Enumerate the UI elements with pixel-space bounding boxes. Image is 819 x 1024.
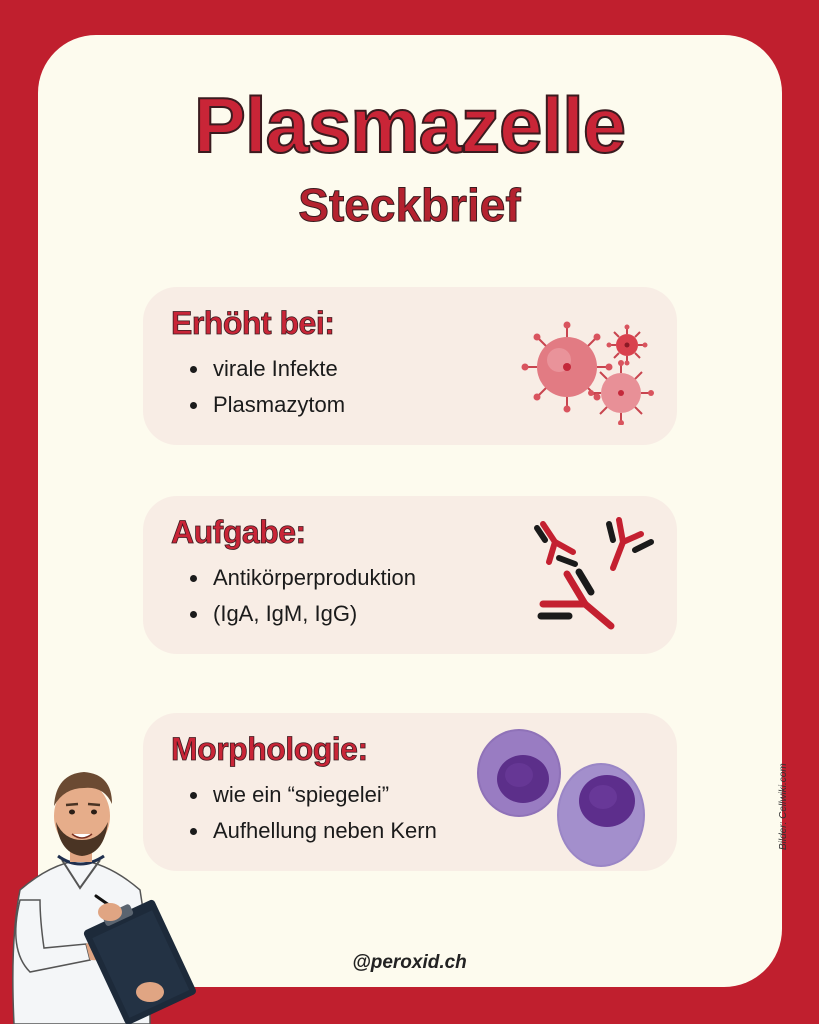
list-item: wie ein “spiegelei” bbox=[171, 777, 437, 813]
section-list bbox=[171, 777, 437, 849]
virus-icon bbox=[515, 305, 665, 425]
list-item: Antikörperproduktion bbox=[171, 560, 416, 596]
doctor-illustration bbox=[0, 760, 200, 1024]
image-credit: Bilder: Cellwiki.com bbox=[778, 763, 789, 850]
section-morphologie bbox=[143, 713, 677, 871]
section-aufgabe bbox=[143, 496, 677, 654]
list-item: (IgA, IgM, IgG) bbox=[171, 596, 416, 632]
section-heading: Aufgabe: bbox=[171, 514, 306, 550]
social-handle: @peroxid.ch bbox=[352, 952, 467, 973]
list-item: virale Infekte bbox=[171, 351, 345, 387]
section-list bbox=[171, 560, 416, 632]
plasma-cell-image bbox=[477, 721, 657, 871]
page-title: Plasmazelle bbox=[193, 81, 626, 169]
list-item: Plasmazytom bbox=[171, 387, 345, 423]
page-subtitle: Steckbrief bbox=[298, 179, 521, 231]
section-erhoht bbox=[143, 287, 677, 445]
list-item: Aufhellung neben Kern bbox=[171, 813, 437, 849]
section-heading: Erhöht bei: bbox=[171, 305, 335, 341]
antibody-icon bbox=[529, 512, 659, 640]
section-list bbox=[171, 351, 345, 423]
section-heading: Morphologie: bbox=[171, 731, 368, 767]
